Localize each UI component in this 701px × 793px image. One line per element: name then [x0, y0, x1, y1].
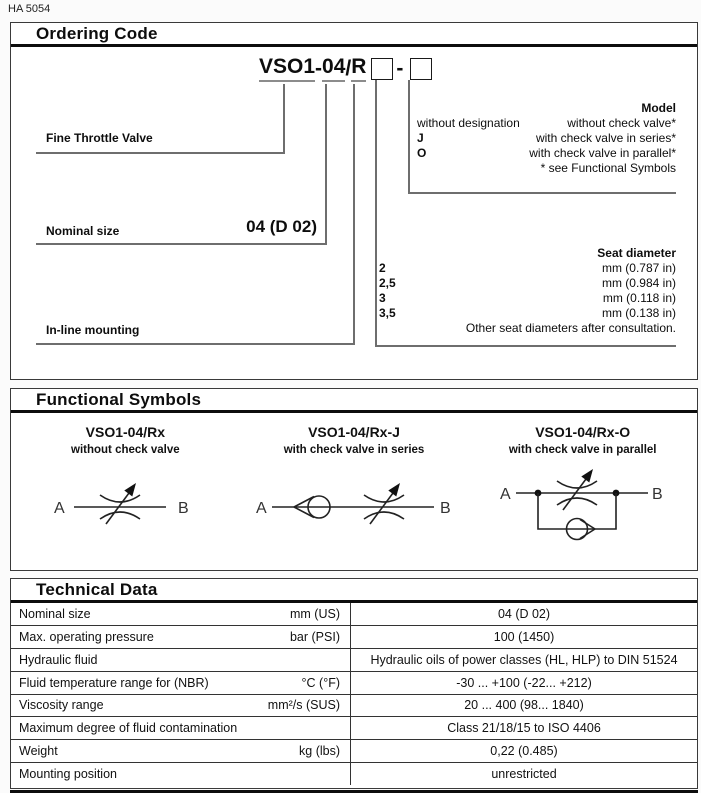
code-separator: /: [345, 56, 352, 80]
port-a-label: A: [499, 486, 511, 503]
row-label: Fluid temperature range for (NBR): [19, 675, 209, 690]
seat-diameter-block: [379, 246, 676, 336]
fine-throttle-valve-label: Fine Throttle Valve: [46, 131, 153, 145]
technical-data-title: Technical Data: [36, 579, 158, 599]
model-option-code: J: [417, 131, 424, 145]
row-value: 100 (1450): [493, 629, 555, 644]
model-option-row: [417, 146, 676, 161]
table-row: [11, 740, 697, 763]
row-label: Weight: [19, 744, 58, 759]
table-row: [11, 717, 697, 740]
table-row: [11, 695, 697, 718]
seat-option-code: 2,5: [379, 276, 396, 290]
port-b-label: B: [651, 486, 663, 503]
throttle-with-series-check-symbol: [254, 469, 454, 543]
ordering-code-diagram: [11, 47, 697, 375]
document-number: HA 5054: [8, 3, 51, 15]
row-unit: mm²/s (SUS): [267, 698, 340, 713]
connector-line: [36, 152, 285, 154]
port-a-label: A: [54, 500, 65, 517]
row-unit: bar (PSI): [289, 629, 340, 644]
row-value: 04 (D 02): [497, 606, 551, 621]
throttle-with-parallel-check-symbol: [498, 463, 668, 555]
code-part-mounting: R: [351, 55, 366, 82]
row-value: unrestricted: [491, 767, 557, 782]
variant-without-check-valve: [11, 413, 240, 567]
row-label: Hydraulic fluid: [19, 652, 98, 667]
seat-option-code: 3,5: [379, 306, 396, 320]
seat-option-code: 2: [379, 261, 386, 275]
row-unit: °C (°F): [301, 675, 340, 690]
model-option-code: O: [417, 146, 427, 160]
seat-option-desc: mm (0.138 in): [601, 306, 676, 320]
variant-code: VSO1-04/Rx-J: [308, 424, 400, 440]
connector-line: [325, 84, 327, 243]
row-label: Viscosity range: [19, 698, 104, 713]
seat-option-code: 3: [379, 291, 386, 305]
row-unit: mm (US): [290, 606, 340, 621]
table-row: [11, 603, 697, 626]
code-part-series: VSO1: [259, 55, 315, 82]
connector-line: [36, 343, 355, 345]
seat-heading: Seat diameter: [597, 246, 676, 260]
model-option-desc: with check valve in series*: [535, 131, 676, 145]
seat-option-desc: mm (0.984 in): [601, 276, 676, 290]
table-row: [11, 626, 697, 649]
technical-data-table: [11, 603, 697, 785]
variant-desc: without check valve: [71, 444, 180, 456]
nominal-size-value: 04 (D 02): [246, 217, 317, 236]
model-options-block: [417, 101, 676, 176]
variant-check-valve-series: [240, 413, 469, 567]
row-label: Max. operating pressure: [19, 629, 154, 644]
row-label: Maximum degree of fluid contamination: [19, 721, 238, 736]
connector-line: [408, 80, 410, 192]
ordering-code-section: [10, 22, 698, 380]
inline-mounting-label: In-line mounting: [46, 323, 140, 337]
adjust-arrow-head: [388, 483, 400, 497]
model-heading: Model: [641, 101, 676, 115]
row-value: Hydraulic oils of power classes (HL, HLP) to DIN 51524: [370, 652, 678, 667]
port-a-label: A: [256, 500, 267, 517]
variant-code: VSO1-04/Rx: [85, 424, 166, 440]
row-label: Mounting position: [19, 767, 117, 782]
variant-code: VSO1-04/Rx-O: [535, 424, 631, 440]
connector-line: [353, 84, 355, 343]
technical-data-section: [10, 578, 698, 789]
model-option-row: [417, 116, 676, 131]
connector-line: [375, 345, 676, 347]
ordering-code-title: Ordering Code: [36, 23, 158, 43]
row-label: Nominal size: [19, 606, 91, 621]
model-code-box: [410, 58, 432, 80]
functional-symbols-section: [10, 388, 698, 571]
code-separator: -: [396, 56, 404, 80]
ordering-code-header: [11, 23, 697, 47]
model-option-code: without designation: [417, 116, 520, 130]
seat-option-row: [379, 276, 676, 291]
connector-line: [375, 80, 377, 345]
port-b-label: B: [440, 500, 451, 517]
functional-symbols-title: Functional Symbols: [36, 389, 202, 409]
connector-line: [408, 192, 676, 194]
variant-desc: with check valve in series: [283, 444, 425, 456]
row-value: -30 ... +100 (-22... +212): [456, 675, 592, 690]
seat-diameter-code-box: [371, 58, 393, 80]
functional-symbols-body: [11, 413, 697, 567]
code-separator: -: [315, 56, 323, 80]
model-option-desc: without check valve*: [567, 116, 676, 130]
functional-symbols-header: [11, 389, 697, 413]
technical-data-header: [11, 579, 697, 603]
nominal-size-label: Nominal size: [46, 224, 120, 238]
row-unit: kg (lbs): [299, 744, 340, 759]
seat-option-desc: mm (0.118 in): [602, 291, 676, 305]
adjust-arrow-head: [125, 483, 137, 497]
code-part-size: 04: [322, 55, 345, 82]
adjust-arrow-head: [581, 469, 593, 483]
throttle-valve-symbol: [50, 469, 200, 543]
model-option-desc: with check valve in parallel*: [529, 146, 676, 160]
model-option-row: [417, 131, 676, 146]
ordering-code-string: [259, 55, 432, 82]
seat-option-row: [379, 291, 676, 306]
table-row: [11, 649, 697, 672]
row-value: Class 21/18/15 to ISO 4406: [447, 721, 601, 736]
model-footnote: * see Functional Symbols: [540, 161, 676, 175]
seat-option-desc: mm (0.787 in): [601, 261, 676, 275]
seat-footnote: Other seat diameters after consultation.: [465, 321, 676, 335]
variant-check-valve-parallel: [468, 413, 697, 567]
variant-desc: with check valve in parallel: [508, 444, 657, 456]
seat-option-row: [379, 306, 676, 321]
row-value: 0,22 (0.485): [490, 744, 558, 759]
table-row: [11, 672, 697, 695]
connector-line: [36, 243, 327, 245]
port-b-label: B: [178, 500, 189, 517]
row-value: 20 ... 400 (98... 1840): [464, 698, 584, 713]
table-row: [11, 763, 697, 785]
connector-line: [283, 84, 285, 152]
seat-option-row: [379, 261, 676, 276]
